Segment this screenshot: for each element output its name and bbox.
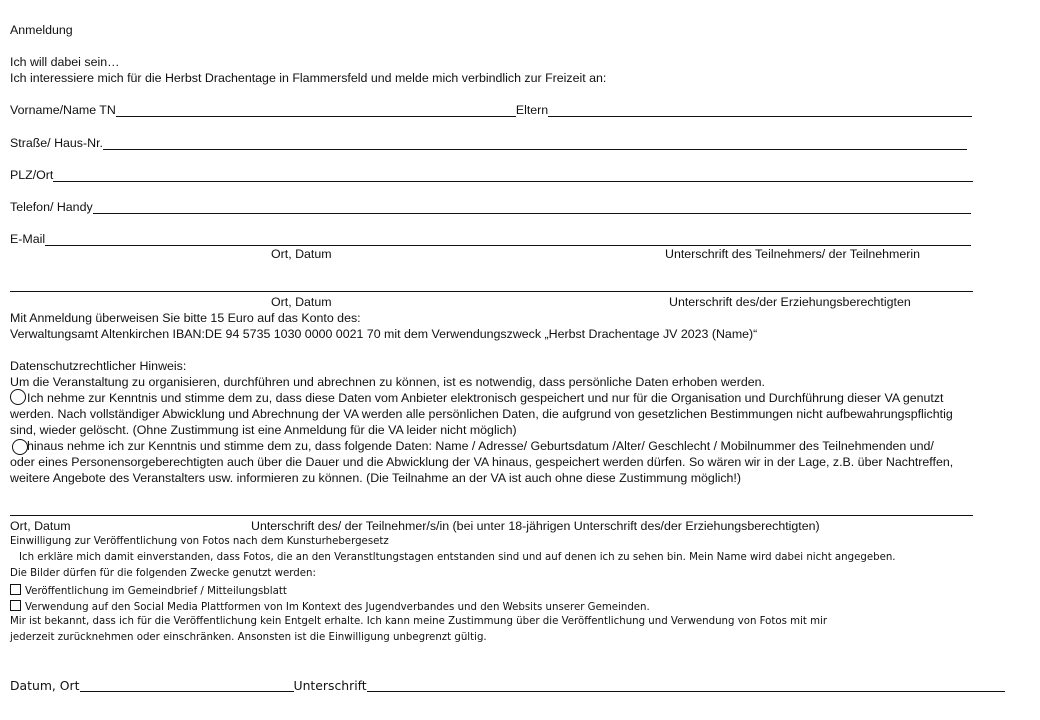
plz-row xyxy=(10,168,973,182)
footer-signature-label: Unterschrift xyxy=(293,678,367,693)
street-label: Straße/ Haus-Nr. xyxy=(10,136,103,150)
sig3-line[interactable] xyxy=(10,515,973,516)
payment-line-2: Verwaltungsamt Altenkirchen IBAN:DE 94 5735 1030 0000 0021 70 mit dem Verwendungszweck „Herbst Drachentage JV 2023 (Name)“ xyxy=(10,327,758,341)
name-row xyxy=(10,103,972,117)
option2-checkbox[interactable] xyxy=(10,600,21,611)
photo-note-2: jederzeit zurücknehmen oder einschränken. Ansonsten ist die Einwilligung unbegrenzt gültig. xyxy=(10,632,487,643)
consent1-line-2: werden. Nach vollständiger Abwicklung und Abrechnung der VA werden alle persönlichen Daten, die aufgrund von gesetzlichen Bestimmungen nicht aufbewahrungspflichtig xyxy=(10,407,953,421)
sig3-place-date: Ort, Datum xyxy=(10,519,71,533)
option1-label: Veröffentlichung im Gemeindbrief / Mitteilungsblatt xyxy=(25,586,287,597)
eltern-label: Eltern xyxy=(515,103,549,117)
privacy-intro: Um die Veranstaltung zu organisieren, durchführen und abrechnen zu können, ist es notwendig, dass persönliche Daten erhoben werden. xyxy=(10,375,765,389)
consent2-line-3: weitere Angebote des Veranstalters usw. informieren zu können. (Die Teilnahme an der VA ist auch ohne diese Zustimmung möglich!) xyxy=(10,471,741,485)
intro-line-2: Ich interessiere mich für die Herbst Drachentage in Flammersfeld und melde mich verbindlich zur Freizeit an: xyxy=(10,71,607,85)
vorname-field[interactable] xyxy=(116,106,516,117)
footer-date-place-field[interactable] xyxy=(80,681,294,692)
option2-label: Verwendung auf den Social Media Plattformen von Im Kontext des Jugendverbandes und den Websits unserer Gemeinden. xyxy=(25,602,650,613)
vorname-label: Vorname/Name TN xyxy=(10,103,116,117)
privacy-heading: Datenschutzrechtlicher Hinweis: xyxy=(10,359,187,373)
footer-signature-field[interactable] xyxy=(367,681,1005,692)
option1-checkbox[interactable] xyxy=(10,584,21,595)
photo-purposes-label: Die Bilder dürfen für die folgenden Zwecke genutzt werden: xyxy=(10,568,316,579)
sig1-signature-label: Unterschrift des Teilnehmers/ der Teilnehmerin xyxy=(665,247,921,261)
phone-label: Telefon/ Handy xyxy=(10,200,93,214)
photo-option-2 xyxy=(10,600,650,614)
form-title: Anmeldung xyxy=(10,23,73,37)
sig3-signature-label: Unterschrift des/ der Teilnehmer/s/in (bei unter 18-jährigen Unterschrift des/der Erziehungsberechtigten) xyxy=(251,519,820,533)
consent2-checkbox[interactable] xyxy=(12,439,28,455)
sig2-place-date: Ort, Datum xyxy=(271,295,332,309)
phone-field[interactable] xyxy=(93,203,971,214)
sig1-place-date: Ort, Datum xyxy=(271,247,332,261)
photo-note-1: Mir ist bekannt, dass ich für die Veröffentlichung kein Entgelt erhalte. Ich kann meine Zustimmung über die Veröffentlichung und Verwendung von Fotos mit mir xyxy=(10,616,828,627)
sig2-line[interactable] xyxy=(10,291,973,292)
street-field[interactable] xyxy=(103,139,967,150)
payment-line-1: Mit Anmeldung überweisen Sie bitte 15 Euro auf das Konto des: xyxy=(10,311,361,325)
street-row xyxy=(10,136,967,150)
photo-heading: Einwilligung zur Veröffentlichung von Fotos nach dem Kunsturhebergesetz xyxy=(10,536,389,547)
sig2-signature-label: Unterschrift des/der Erziehungsberechtigten xyxy=(669,295,911,309)
footer-row xyxy=(10,679,1005,692)
plz-field[interactable] xyxy=(53,171,973,182)
photo-option-1 xyxy=(10,584,287,598)
intro-line-1: Ich will dabei sein… xyxy=(10,55,120,69)
email-field[interactable] xyxy=(45,235,971,246)
consent1-checkbox[interactable] xyxy=(10,389,26,405)
eltern-field[interactable] xyxy=(548,106,972,117)
email-label: E-Mail xyxy=(10,232,46,246)
plz-label: PLZ/Ort xyxy=(10,168,54,182)
consent1-line-3: sind, wieder gelöscht. (Ohne Zustimmung ist eine Anmeldung für die VA leider nicht möglich) xyxy=(10,423,517,437)
consent1-line-1: Ich nehme zur Kenntnis und stimme dem zu, dass diese Daten vom Anbieter elektronisch gespeichert und nur für die Organisation und Durchführung dieser VA genutzt xyxy=(27,391,944,405)
photo-agree: Ich erkläre mich damit einverstanden, dass Fotos, die an den Veranstltungstagen entstanden sind und auf denen ich zu sehen bin. Mein Name wird dabei nicht angegeben. xyxy=(19,552,896,563)
consent2-line-2: oder eines Personensorgeberechtigten auch über die Dauer und die Abwicklung der VA hinaus, gespeichert werden dürfen. So wären wir in der Lage, z.B. über Nachtreffen, xyxy=(10,455,954,469)
consent2-line-1: hinaus nehme ich zur Kenntnis und stimme dem zu, dass folgende Daten: Name / Adresse/ Geburtsdatum /Alter/ Geschlecht / Mobilnummer des Teilnehmenden und/ xyxy=(27,439,934,453)
email-row xyxy=(10,232,971,246)
phone-row xyxy=(10,200,971,214)
footer-date-place-label: Datum, Ort xyxy=(10,678,80,693)
